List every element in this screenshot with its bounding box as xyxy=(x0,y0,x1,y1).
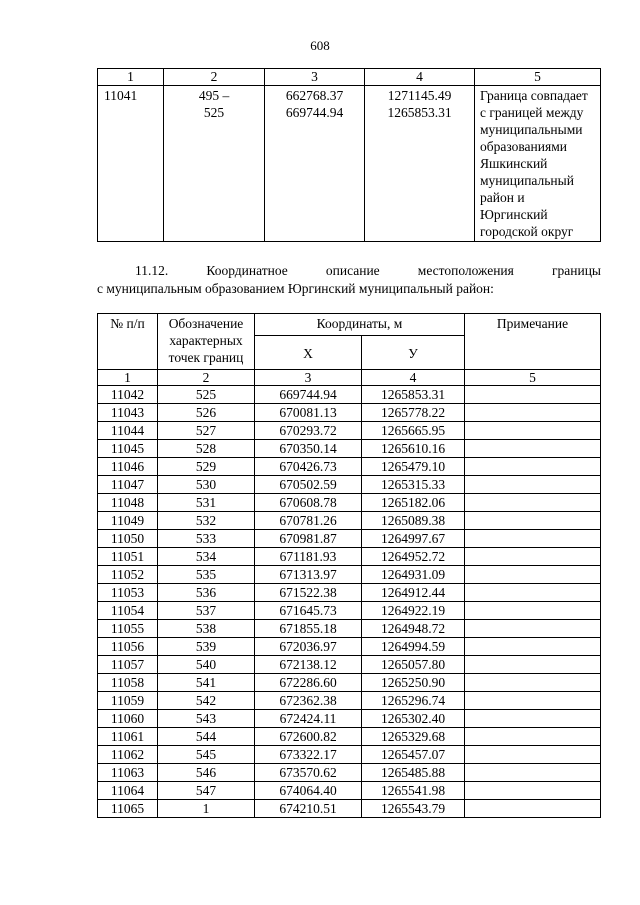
note-line: образованиями xyxy=(480,139,567,154)
column-number: 1 xyxy=(98,69,164,86)
note-cell xyxy=(465,584,601,602)
table-row xyxy=(98,764,601,782)
y-coordinate-cell: 1264922.19 xyxy=(362,602,465,620)
y-coordinate-cell: 1265089.38 xyxy=(362,512,465,530)
y-coordinate-cell: 1264997.67 xyxy=(362,530,465,548)
section-heading-line1: 11.12. Координатное описание местоположения границы xyxy=(135,263,601,278)
column-number: 5 xyxy=(465,370,601,386)
header-designation xyxy=(158,314,255,370)
x-coordinate-cell: 673570.62 xyxy=(255,764,362,782)
table-row xyxy=(98,458,601,476)
row-number-cell: 11055 xyxy=(98,620,158,638)
point-range-end: 525 xyxy=(203,105,225,120)
column-number: 5 xyxy=(475,69,601,86)
note-cell xyxy=(465,386,601,404)
column-number: 2 xyxy=(164,69,265,86)
point-designation-cell: 528 xyxy=(158,440,255,458)
point-designation-cell: 533 xyxy=(158,530,255,548)
point-designation-cell: 532 xyxy=(158,512,255,530)
header-designation-line: Обозначение xyxy=(168,316,244,331)
y-coordinate-cell: 1265778.22 xyxy=(362,404,465,422)
note-line: городской округ xyxy=(480,224,574,239)
note-cell xyxy=(465,494,601,512)
row-number-cell: 11045 xyxy=(98,440,158,458)
table-header xyxy=(98,314,601,370)
point-designation-cell: 531 xyxy=(158,494,255,512)
note-cell xyxy=(465,512,601,530)
y-coordinate-cell: 1265296.74 xyxy=(362,692,465,710)
point-range-start: 495 – xyxy=(198,88,230,103)
row-number-cell: 11058 xyxy=(98,674,158,692)
x-value: 669744.94 xyxy=(285,105,344,120)
point-designation-cell: 535 xyxy=(158,566,255,584)
note-cell xyxy=(465,548,601,566)
note-line: муниципальный xyxy=(480,173,574,188)
y-coordinate-cell xyxy=(365,86,475,242)
section-heading-line2: с муниципальным образованием Юргинский муниципальный район: xyxy=(97,281,494,296)
header-designation-line: характерных xyxy=(169,333,243,348)
row-number-cell: 11059 xyxy=(98,692,158,710)
table-row xyxy=(98,440,601,458)
note-cell xyxy=(465,656,601,674)
y-value: 1271145.49 xyxy=(387,88,452,103)
table-row xyxy=(98,638,601,656)
y-coordinate-cell: 1264994.59 xyxy=(362,638,465,656)
header-y: У xyxy=(362,336,465,370)
note-cell xyxy=(465,458,601,476)
note-cell xyxy=(465,674,601,692)
note-cell xyxy=(465,620,601,638)
note-line: Яшкинский xyxy=(480,156,548,171)
y-coordinate-cell: 1264952.72 xyxy=(362,548,465,566)
table-row xyxy=(98,692,601,710)
row-number-cell: 11051 xyxy=(98,548,158,566)
header-note: Примечание xyxy=(465,314,601,370)
note-line: муниципальными xyxy=(480,122,583,137)
point-designation-cell: 547 xyxy=(158,782,255,800)
point-designation-cell: 534 xyxy=(158,548,255,566)
column-number-row xyxy=(98,370,601,386)
column-number-row xyxy=(98,69,601,86)
y-coordinate-cell: 1265057.80 xyxy=(362,656,465,674)
table-row xyxy=(98,620,601,638)
table-row xyxy=(98,494,601,512)
x-coordinate-cell: 672600.82 xyxy=(255,728,362,746)
note-cell xyxy=(465,764,601,782)
row-number-cell: 11060 xyxy=(98,710,158,728)
x-coordinate-cell xyxy=(265,86,365,242)
note-line: Граница совпадает xyxy=(480,88,588,103)
row-number-cell: 11044 xyxy=(98,422,158,440)
x-coordinate-cell: 671181.93 xyxy=(255,548,362,566)
note-cell xyxy=(465,692,601,710)
row-number-cell: 11053 xyxy=(98,584,158,602)
y-coordinate-cell: 1265479.10 xyxy=(362,458,465,476)
table-row xyxy=(98,800,601,818)
table-body xyxy=(98,370,601,818)
y-coordinate-cell: 1265182.06 xyxy=(362,494,465,512)
table-row xyxy=(98,782,601,800)
table-row xyxy=(98,728,601,746)
x-coordinate-cell: 672138.12 xyxy=(255,656,362,674)
x-coordinate-cell: 670293.72 xyxy=(255,422,362,440)
row-number-cell: 11052 xyxy=(98,566,158,584)
column-number: 3 xyxy=(255,370,362,386)
table-row xyxy=(98,548,601,566)
point-designation-cell: 542 xyxy=(158,692,255,710)
table-row xyxy=(98,674,601,692)
table-row xyxy=(98,584,601,602)
page-number: 608 xyxy=(310,38,330,53)
note-line: Юргинский xyxy=(480,207,548,222)
x-coordinate-cell: 673322.17 xyxy=(255,746,362,764)
x-coordinate-cell: 670981.87 xyxy=(255,530,362,548)
point-designation-cell: 544 xyxy=(158,728,255,746)
y-coordinate-cell: 1265543.79 xyxy=(362,800,465,818)
note-cell xyxy=(465,638,601,656)
note-cell xyxy=(465,530,601,548)
y-coordinate-cell: 1265315.33 xyxy=(362,476,465,494)
point-designation-cell: 537 xyxy=(158,602,255,620)
note-cell xyxy=(465,404,601,422)
note-cell xyxy=(475,86,601,242)
y-coordinate-cell: 1265457.07 xyxy=(362,746,465,764)
x-coordinate-cell: 671855.18 xyxy=(255,620,362,638)
header-row-number: № п/п xyxy=(98,314,158,370)
row-number-cell: 11054 xyxy=(98,602,158,620)
y-coordinate-cell: 1265329.68 xyxy=(362,728,465,746)
y-coordinate-cell: 1264948.72 xyxy=(362,620,465,638)
table-row xyxy=(98,602,601,620)
column-number: 2 xyxy=(158,370,255,386)
point-designation-cell: 538 xyxy=(158,620,255,638)
point-designation-cell: 543 xyxy=(158,710,255,728)
header-coordinates: Координаты, м xyxy=(255,314,465,336)
note-cell xyxy=(465,422,601,440)
x-coordinate-cell: 671522.38 xyxy=(255,584,362,602)
x-coordinate-cell: 669744.94 xyxy=(255,386,362,404)
x-coordinate-cell: 672362.38 xyxy=(255,692,362,710)
y-coordinate-cell: 1265853.31 xyxy=(362,386,465,404)
note-cell xyxy=(465,602,601,620)
x-coordinate-cell: 670081.13 xyxy=(255,404,362,422)
x-coordinate-cell: 670426.73 xyxy=(255,458,362,476)
point-designation-cell: 529 xyxy=(158,458,255,476)
note-cell xyxy=(465,476,601,494)
points-cell xyxy=(164,86,265,242)
x-coordinate-cell: 672286.60 xyxy=(255,674,362,692)
table-row xyxy=(98,530,601,548)
table-row xyxy=(98,566,601,584)
column-number: 3 xyxy=(265,69,365,86)
y-coordinate-cell: 1265665.95 xyxy=(362,422,465,440)
continuation-table xyxy=(97,68,601,242)
y-coordinate-cell: 1265302.40 xyxy=(362,710,465,728)
row-number-cell: 11042 xyxy=(98,386,158,404)
x-coordinate-cell: 674064.40 xyxy=(255,782,362,800)
row-number-cell: 11041 xyxy=(98,86,164,242)
row-number-cell: 11046 xyxy=(98,458,158,476)
table-row xyxy=(98,404,601,422)
row-number-cell: 11049 xyxy=(98,512,158,530)
y-coordinate-cell: 1265250.90 xyxy=(362,674,465,692)
y-coordinate-cell: 1265541.98 xyxy=(362,782,465,800)
note-cell xyxy=(465,728,601,746)
point-designation-cell: 527 xyxy=(158,422,255,440)
table-row xyxy=(98,86,601,242)
row-number-cell: 11047 xyxy=(98,476,158,494)
row-number-cell: 11048 xyxy=(98,494,158,512)
row-number-cell: 11063 xyxy=(98,764,158,782)
table-row xyxy=(98,746,601,764)
note-cell xyxy=(465,800,601,818)
column-number: 4 xyxy=(362,370,465,386)
header-x: X xyxy=(255,336,362,370)
note-line: район и xyxy=(480,190,525,205)
note-line: с границей между xyxy=(480,105,584,120)
point-designation-cell: 539 xyxy=(158,638,255,656)
table-row xyxy=(98,656,601,674)
note-cell xyxy=(465,566,601,584)
x-coordinate-cell: 670608.78 xyxy=(255,494,362,512)
point-designation-cell: 541 xyxy=(158,674,255,692)
point-designation-cell: 1 xyxy=(158,800,255,818)
y-coordinate-cell: 1265485.88 xyxy=(362,764,465,782)
point-designation-cell: 546 xyxy=(158,764,255,782)
row-number-cell: 11061 xyxy=(98,728,158,746)
table-row xyxy=(98,512,601,530)
table-row xyxy=(98,386,601,404)
y-coordinate-cell: 1264912.44 xyxy=(362,584,465,602)
section-heading xyxy=(97,262,601,298)
row-number-cell: 11043 xyxy=(98,404,158,422)
x-coordinate-cell: 674210.51 xyxy=(255,800,362,818)
x-coordinate-cell: 672036.97 xyxy=(255,638,362,656)
column-number: 1 xyxy=(98,370,158,386)
note-cell xyxy=(465,710,601,728)
header-designation-line: точек границ xyxy=(168,350,244,365)
table-row xyxy=(98,476,601,494)
row-number-cell: 11062 xyxy=(98,746,158,764)
point-designation-cell: 536 xyxy=(158,584,255,602)
note-cell xyxy=(465,782,601,800)
x-coordinate-cell: 670502.59 xyxy=(255,476,362,494)
x-coordinate-cell: 670781.26 xyxy=(255,512,362,530)
row-number-cell: 11056 xyxy=(98,638,158,656)
row-number-cell: 11064 xyxy=(98,782,158,800)
y-coordinate-cell: 1264931.09 xyxy=(362,566,465,584)
x-coordinate-cell: 670350.14 xyxy=(255,440,362,458)
point-designation-cell: 530 xyxy=(158,476,255,494)
point-designation-cell: 540 xyxy=(158,656,255,674)
row-number-cell: 11065 xyxy=(98,800,158,818)
y-value: 1265853.31 xyxy=(387,105,452,120)
x-coordinate-cell: 671645.73 xyxy=(255,602,362,620)
row-number-cell: 11050 xyxy=(98,530,158,548)
x-coordinate-cell: 672424.11 xyxy=(255,710,362,728)
row-number-cell: 11057 xyxy=(98,656,158,674)
note-cell xyxy=(465,746,601,764)
point-designation-cell: 525 xyxy=(158,386,255,404)
point-designation-cell: 526 xyxy=(158,404,255,422)
table-row xyxy=(98,710,601,728)
column-number: 4 xyxy=(365,69,475,86)
x-value: 662768.37 xyxy=(285,88,344,103)
x-coordinate-cell: 671313.97 xyxy=(255,566,362,584)
y-coordinate-cell: 1265610.16 xyxy=(362,440,465,458)
note-cell xyxy=(465,440,601,458)
table-row xyxy=(98,422,601,440)
point-designation-cell: 545 xyxy=(158,746,255,764)
coordinates-table xyxy=(97,313,601,818)
